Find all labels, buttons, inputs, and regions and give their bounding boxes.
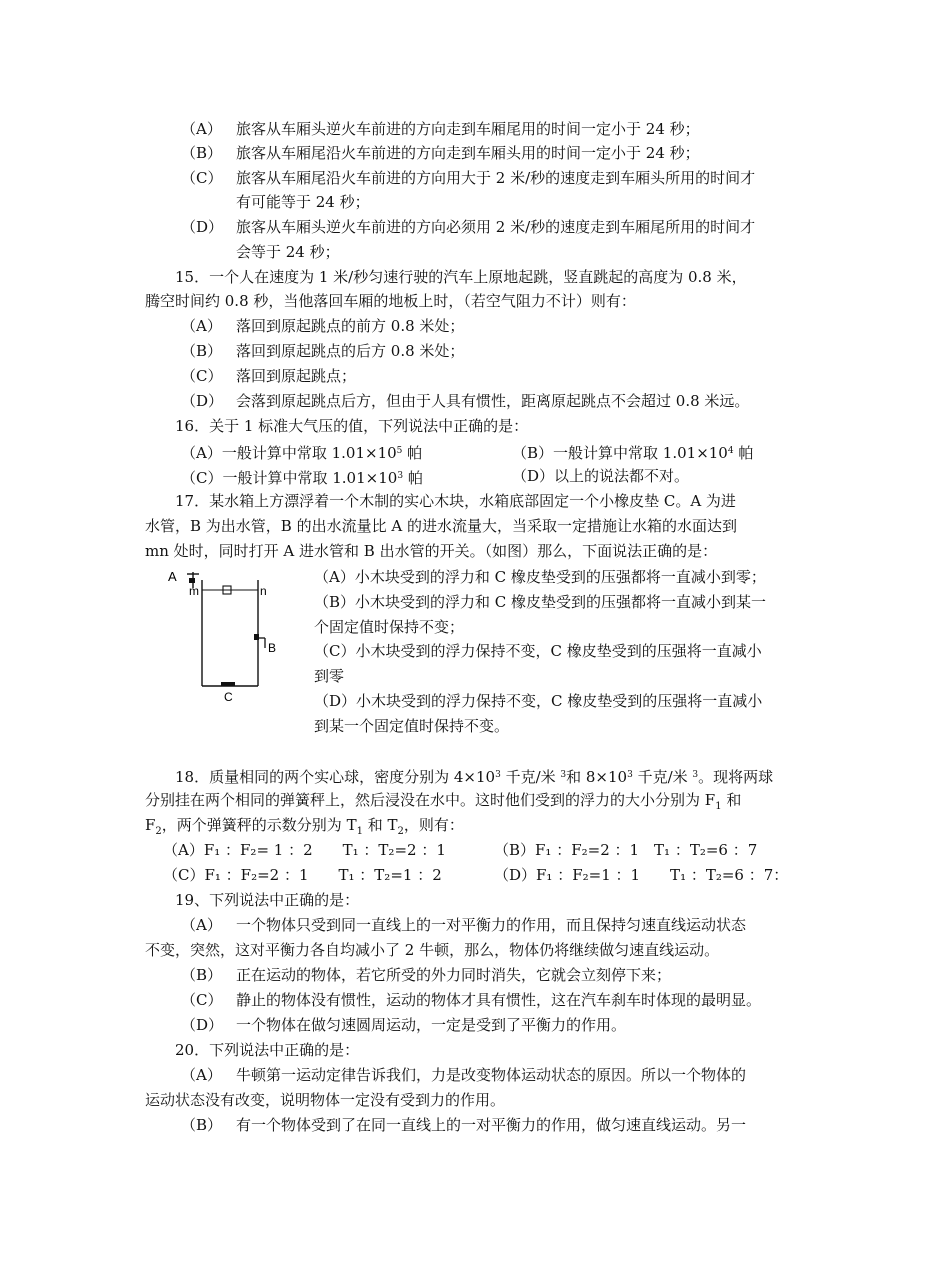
- option-text: 正在运动的物体，若它所受的外力同时消失，它就会立刻停下来；: [236, 966, 672, 984]
- option-label: （D）: [181, 1016, 224, 1034]
- option-text: 一个物体在做匀速圆周运动，一定是受到了平衡力的作用。: [236, 1016, 627, 1034]
- option-label: （B）: [181, 1116, 223, 1134]
- q20-stem: 20．下列说法中正确的是：: [175, 1041, 360, 1059]
- option-text: 会等于 24 秒；: [236, 243, 340, 261]
- q18-stem-2: [145, 790, 741, 817]
- subscript: 1: [715, 801, 722, 812]
- option-text: 落回到原起跳点的后方 0.8 米处；: [236, 342, 465, 360]
- option-label: （D）: [181, 218, 224, 236]
- stem-text: 和 T: [362, 816, 398, 834]
- q15-stem-1: 15．一个人在速度为 1 米/秒匀速行驶的汽车上原地起跳，竖直跳起的高度为 0.8 米，: [175, 268, 747, 286]
- option-text: （A）一般计算中常取 1.01×10: [181, 444, 397, 462]
- option-label: （A）: [181, 1066, 222, 1084]
- label-c: C: [224, 690, 233, 704]
- option-label: （A）: [181, 120, 222, 138]
- option-label: （A）: [181, 317, 222, 335]
- option-text: 旅客从车厢尾沿火车前进的方向用大于 2 米/秒的速度走到车厢头所用的时间才: [236, 169, 756, 187]
- stem-text: 18．质量相同的两个实心球，密度分别为 4×10: [175, 768, 496, 786]
- q18-stem-1: [175, 765, 773, 787]
- q17-option-b: （B）小木块受到的浮力和 C 橡皮垫受到的压强都将一直减小到某一: [314, 593, 767, 611]
- q17-option-c: （C）小木块受到的浮力保持不变，C 橡皮垫受到的压强将一直减小: [314, 642, 762, 660]
- option-label: （D）: [181, 392, 224, 410]
- stem-text: F: [145, 816, 156, 834]
- option-text: 静止的物体没有惯性，运动的物体才具有惯性，这在汽车刹车时体现的最明显。: [236, 991, 762, 1009]
- option-text: 落回到原起跳点；: [236, 367, 357, 385]
- q16-option-c: [181, 466, 423, 488]
- option-label: （B）: [181, 342, 223, 360]
- option-label: （A）: [181, 916, 222, 934]
- label-m: m: [189, 584, 199, 598]
- stem-text: 千克/米: [632, 768, 693, 786]
- q17-stem-1: 17．某水箱上方漂浮着一个木制的实心木块，水箱底部固定一个小橡皮垫 C。A 为进: [175, 492, 736, 510]
- exponent: 3: [495, 770, 501, 780]
- option-text: 旅客从车厢头逆火车前进的方向走到车厢尾用的时间一定小于 24 秒；: [236, 120, 700, 138]
- option-unit: 帕: [733, 444, 754, 462]
- option-label: （C）: [181, 991, 223, 1009]
- water-tank-figure: [165, 566, 295, 706]
- stem-text: 千克/米: [500, 768, 561, 786]
- option-text: 会落到原起跳点后方，但由于人具有惯性，距离原起跳点不会超过 0.8 米远。: [236, 392, 750, 410]
- outlet-pipe-b: [254, 634, 259, 640]
- option-text: 一个物体只受到同一直线上的一对平衡力的作用，而且保持匀速直线运动状态: [236, 916, 747, 934]
- label-n: n: [260, 584, 267, 598]
- stem-text: 和 8×10: [566, 768, 628, 786]
- label-b: B: [268, 641, 277, 655]
- option-label: （B）: [181, 144, 223, 162]
- subscript: 1: [356, 826, 363, 837]
- exponent: 5: [396, 446, 403, 456]
- q18-option-d: （D）F₁ ：F₂=1 ：1 T₁ ：T₂=6 ：7：: [494, 866, 789, 884]
- option-text: 落回到原起跳点的前方 0.8 米处；: [236, 317, 465, 335]
- q19-stem: 19、下列说法中正确的是：: [175, 891, 360, 909]
- option-label: （B）: [181, 966, 223, 984]
- exponent: 3: [692, 770, 699, 780]
- inlet-pipe-a-end: [189, 578, 195, 583]
- q17-option-d-cont: 到某一个固定值时保持不变。: [314, 717, 510, 735]
- exponent: 4: [727, 446, 734, 456]
- q16-stem: 16．关于 1 标准大气压的值，下列说法中正确的是：: [175, 417, 529, 435]
- q17-option-c-cont: 到零: [314, 667, 345, 685]
- subscript: 2: [155, 826, 162, 837]
- option-label: （C）: [181, 367, 223, 385]
- exponent: 3: [397, 471, 404, 481]
- option-text: （C）一般计算中常取 1.01×10: [181, 469, 398, 487]
- q18-stem-3: [145, 815, 464, 842]
- q17-option-d: （D）小木块受到的浮力保持不变，C 橡皮垫受到的压强将一直减小: [314, 692, 763, 710]
- stem-text: 和: [721, 791, 742, 809]
- subscript: 2: [397, 826, 404, 837]
- stem-text: ，则有：: [403, 816, 464, 834]
- q16-option-a: [181, 441, 422, 463]
- option-text: 旅客从车厢头逆火车前进的方向必须用 2 米/秒的速度走到车厢尾所用的时间才: [236, 218, 756, 236]
- stem-text: 。现将两球: [698, 768, 774, 786]
- option-text: 旅客从车厢尾沿火车前进的方向走到车厢头用的时间一定小于 24 秒；: [236, 144, 700, 162]
- q20-option-a-cont: 运动状态没有改变，说明物体一定没有受到力的作用。: [145, 1091, 506, 1109]
- q19-option-a-cont: 不变，突然，这对平衡力各自均减小了 2 牛顿，那么，物体仍将继续做匀速直线运动。: [145, 941, 720, 959]
- q17-option-b-cont: 个固定值时保持不变；: [314, 618, 465, 636]
- q18-option-b: （B）F₁ ：F₂=2 ：1 T₁ ：T₂=6 ：7: [494, 841, 758, 859]
- option-unit: 帕: [402, 444, 423, 462]
- option-text: 有一个物体受到了在同一直线上的一对平衡力的作用，做匀速直线运动。另一: [236, 1116, 747, 1134]
- stem-text: ，两个弹簧秤的示数分别为 T: [161, 816, 357, 834]
- q15-stem-2: 腾空时间约 0.8 秒，当他落回车厢的地板上时，（若空气阻力不计）则有：: [145, 292, 636, 310]
- rubber-pad-c: [221, 682, 235, 686]
- option-unit: 帕: [403, 469, 423, 487]
- label-a: A: [168, 569, 177, 584]
- q17-stem-3: mn 处时，同时打开 A 进水管和 B 出水管的开关。（如图）那么，下面说法正确的是：: [145, 542, 718, 560]
- exponent: 3: [560, 770, 567, 780]
- q17-stem-2: 水管，B 为出水管，B 的出水流量比 A 的进水流量大，当采取一定措施让水箱的水面达到: [145, 517, 737, 535]
- option-text: （B）一般计算中常取 1.01×10: [512, 444, 728, 462]
- q16-option-d: （D）以上的说法都不对。: [512, 467, 690, 485]
- stem-text: 分别挂在两个相同的弹簧秤上，然后浸没在水中。这时他们受到的浮力的大小分别为 F: [145, 791, 716, 809]
- q16-option-b: [512, 441, 753, 463]
- option-label: （C）: [181, 169, 223, 187]
- q18-option-c: （C）F₁ ：F₂=2 ：1 T₁ ：T₂=1 ：2: [163, 866, 442, 884]
- q18-option-a: （A）F₁ ：F₂= 1 ：2 T₁ ：T₂=2 ：1: [163, 841, 446, 859]
- option-text: 牛顿第一运动定律告诉我们，力是改变物体运动状态的原因。所以一个物体的: [236, 1066, 747, 1084]
- option-text: 有可能等于 24 秒；: [236, 193, 370, 211]
- exponent: 3: [627, 770, 633, 780]
- q17-option-a: （A）小木块受到的浮力和 C 橡皮垫受到的压强都将一直减小到零；: [314, 568, 766, 586]
